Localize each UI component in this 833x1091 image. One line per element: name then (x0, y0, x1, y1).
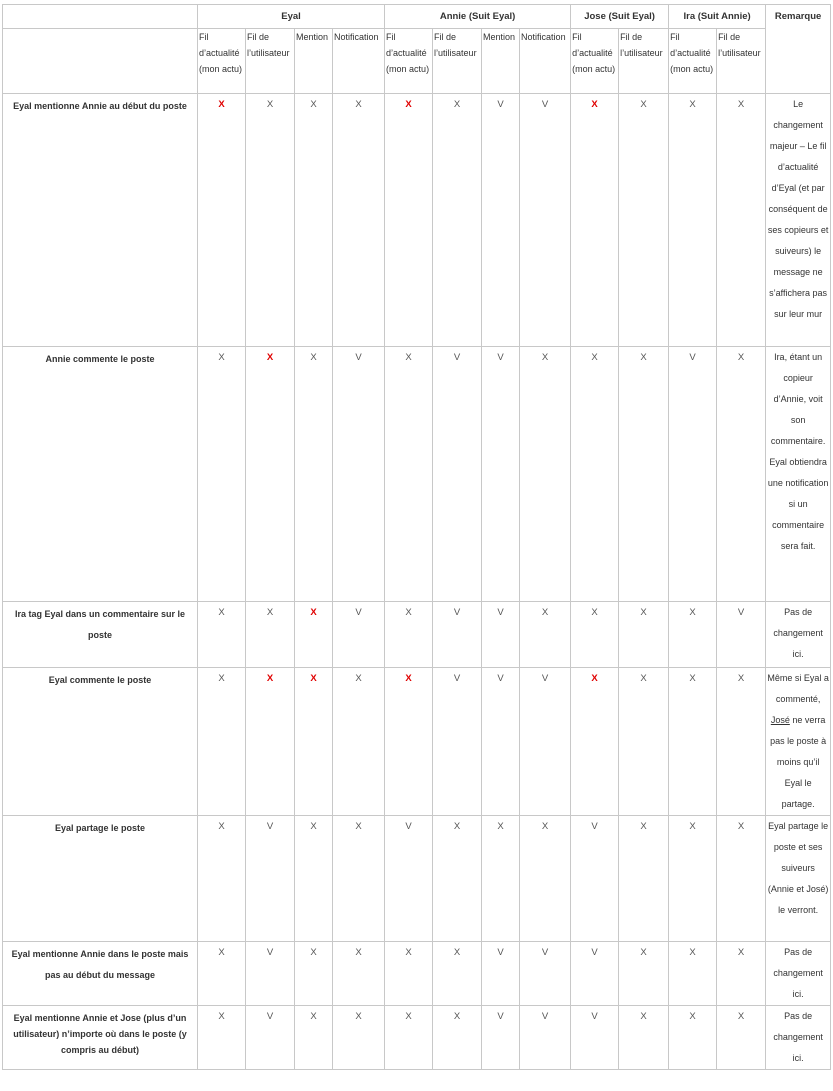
value-cell: X (717, 942, 766, 1006)
row-action: Annie commente le poste (3, 347, 198, 602)
value-cell: X (482, 816, 520, 942)
value-cell: X (198, 347, 246, 602)
table-row (3, 94, 831, 347)
sub-header-corner (3, 29, 198, 94)
value-cell: X (520, 816, 571, 942)
row-remark: Eyal partage le poste et ses suiveurs (Annie et José) le verront. (766, 816, 831, 942)
sub-header-feed: Fil d’actualité (mon actu) (571, 29, 619, 94)
sub-header-feed: Fil d’actualité (mon actu) (385, 29, 433, 94)
sub-header-user-feed: Fil de l’utilisateur (717, 29, 766, 94)
value-cell: X (433, 1006, 482, 1070)
value-cell: V (520, 942, 571, 1006)
value-cell: V (520, 94, 571, 347)
group-header-eyal: Eyal (198, 5, 385, 29)
sub-header-user-feed: Fil de l’utilisateur (433, 29, 482, 94)
value-cell: X (520, 602, 571, 668)
value-cell: V (717, 602, 766, 668)
value-cell: X (571, 347, 619, 602)
row-action: Eyal partage le poste (3, 816, 198, 942)
value-cell: X (246, 602, 295, 668)
row-remark: Pas de changement ici. (766, 602, 831, 668)
value-cell: V (482, 942, 520, 1006)
value-cell: X (520, 347, 571, 602)
value-cell: X (246, 94, 295, 347)
value-cell: V (482, 347, 520, 602)
value-cell: X (295, 602, 333, 668)
remark-header: Remarque (766, 5, 831, 94)
value-cell: V (385, 816, 433, 942)
value-cell: X (385, 668, 433, 816)
table-row (3, 1006, 831, 1070)
value-cell: V (571, 1006, 619, 1070)
value-cell: X (333, 816, 385, 942)
value-cell: X (669, 942, 717, 1006)
value-cell: V (571, 942, 619, 1006)
row-remark: Ira, étant un copieur d’Annie, voit son commentaire. Eyal obtiendra une notification si un commentaire sera fait. (766, 347, 831, 602)
sub-header-user-feed: Fil de l’utilisateur (619, 29, 669, 94)
sub-header-feed: Fil d’actualité (mon actu) (198, 29, 246, 94)
value-cell: V (433, 347, 482, 602)
value-cell: X (571, 602, 619, 668)
table-row (3, 347, 831, 602)
value-cell: X (198, 816, 246, 942)
value-cell: X (385, 602, 433, 668)
value-cell: X (717, 1006, 766, 1070)
value-cell: V (482, 1006, 520, 1070)
value-cell: X (198, 942, 246, 1006)
header-corner (3, 5, 198, 29)
comparison-table (2, 4, 831, 1070)
value-cell: X (333, 1006, 385, 1070)
sub-header-mention: Mention (295, 29, 333, 94)
value-cell: X (571, 668, 619, 816)
value-cell: V (482, 602, 520, 668)
value-cell: V (669, 347, 717, 602)
row-action: Eyal mentionne Annie dans le poste mais pas au début du message (3, 942, 198, 1006)
value-cell: X (669, 94, 717, 347)
group-header-jose: Jose (Suit Eyal) (571, 5, 669, 29)
remark-text: ne verra pas le poste à moins qu’il Eyal le partage. (770, 715, 827, 809)
value-cell: X (717, 668, 766, 816)
remark-text: Même si Eyal a commenté, (767, 673, 829, 704)
sub-header-notification: Notification (333, 29, 385, 94)
value-cell: V (520, 1006, 571, 1070)
value-cell: X (717, 94, 766, 347)
value-cell: X (433, 94, 482, 347)
value-cell: V (433, 668, 482, 816)
group-header-ira: Ira (Suit Annie) (669, 5, 766, 29)
value-cell: V (333, 347, 385, 602)
value-cell: X (246, 347, 295, 602)
row-remark: Pas de changement ici. (766, 1006, 831, 1070)
value-cell: V (333, 602, 385, 668)
value-cell: X (385, 94, 433, 347)
sub-header-feed: Fil d’actualité (mon actu) (669, 29, 717, 94)
value-cell: V (246, 1006, 295, 1070)
value-cell: X (295, 942, 333, 1006)
table-row (3, 942, 831, 1006)
value-cell: X (198, 602, 246, 668)
value-cell: V (482, 668, 520, 816)
value-cell: X (433, 816, 482, 942)
value-cell: X (619, 816, 669, 942)
value-cell: X (619, 942, 669, 1006)
value-cell: X (295, 668, 333, 816)
table-row (3, 602, 831, 668)
value-cell: V (246, 816, 295, 942)
value-cell: X (669, 602, 717, 668)
value-cell: X (295, 94, 333, 347)
row-remark: Pas de changement ici. (766, 942, 831, 1006)
row-action: Ira tag Eyal dans un commentaire sur le poste (3, 602, 198, 668)
header-row-sub (3, 29, 831, 94)
table-row (3, 816, 831, 942)
value-cell: V (246, 942, 295, 1006)
sub-header-notification: Notification (520, 29, 571, 94)
value-cell: X (433, 942, 482, 1006)
value-cell: X (571, 94, 619, 347)
group-header-annie: Annie (Suit Eyal) (385, 5, 571, 29)
row-action: Eyal mentionne Annie et Jose (plus d’un utilisateur) n’importe où dans le poste (y compris au début) (3, 1006, 198, 1070)
value-cell: X (385, 1006, 433, 1070)
value-cell: X (619, 94, 669, 347)
value-cell: X (198, 94, 246, 347)
value-cell: X (619, 1006, 669, 1070)
table-row (3, 668, 831, 816)
value-cell: X (619, 602, 669, 668)
value-cell: V (433, 602, 482, 668)
value-cell: X (717, 816, 766, 942)
value-cell: X (295, 347, 333, 602)
row-action: Eyal mentionne Annie au début du poste (3, 94, 198, 347)
value-cell: X (717, 347, 766, 602)
value-cell: X (385, 347, 433, 602)
value-cell: V (482, 94, 520, 347)
remark-name-link: José (770, 715, 790, 725)
value-cell: X (333, 668, 385, 816)
value-cell: X (198, 1006, 246, 1070)
value-cell: X (619, 347, 669, 602)
value-cell: X (295, 1006, 333, 1070)
row-action: Eyal commente le poste (3, 668, 198, 816)
value-cell: X (333, 94, 385, 347)
value-cell: X (198, 668, 246, 816)
value-cell: X (669, 816, 717, 942)
sub-header-mention: Mention (482, 29, 520, 94)
header-row-groups (3, 5, 831, 29)
value-cell: X (295, 816, 333, 942)
value-cell: X (619, 668, 669, 816)
value-cell: X (669, 668, 717, 816)
value-cell: V (520, 668, 571, 816)
row-remark: Le changement majeur – Le fil d’actualité d’Eyal (et par conséquent de ses copieurs et suiveurs) le message ne s’affichera pas sur leur mur (766, 94, 831, 347)
sub-header-user-feed: Fil de l’utilisateur (246, 29, 295, 94)
value-cell: V (571, 816, 619, 942)
row-remark (766, 668, 831, 816)
value-cell: X (669, 1006, 717, 1070)
value-cell: X (246, 668, 295, 816)
value-cell: X (333, 942, 385, 1006)
value-cell: X (385, 942, 433, 1006)
